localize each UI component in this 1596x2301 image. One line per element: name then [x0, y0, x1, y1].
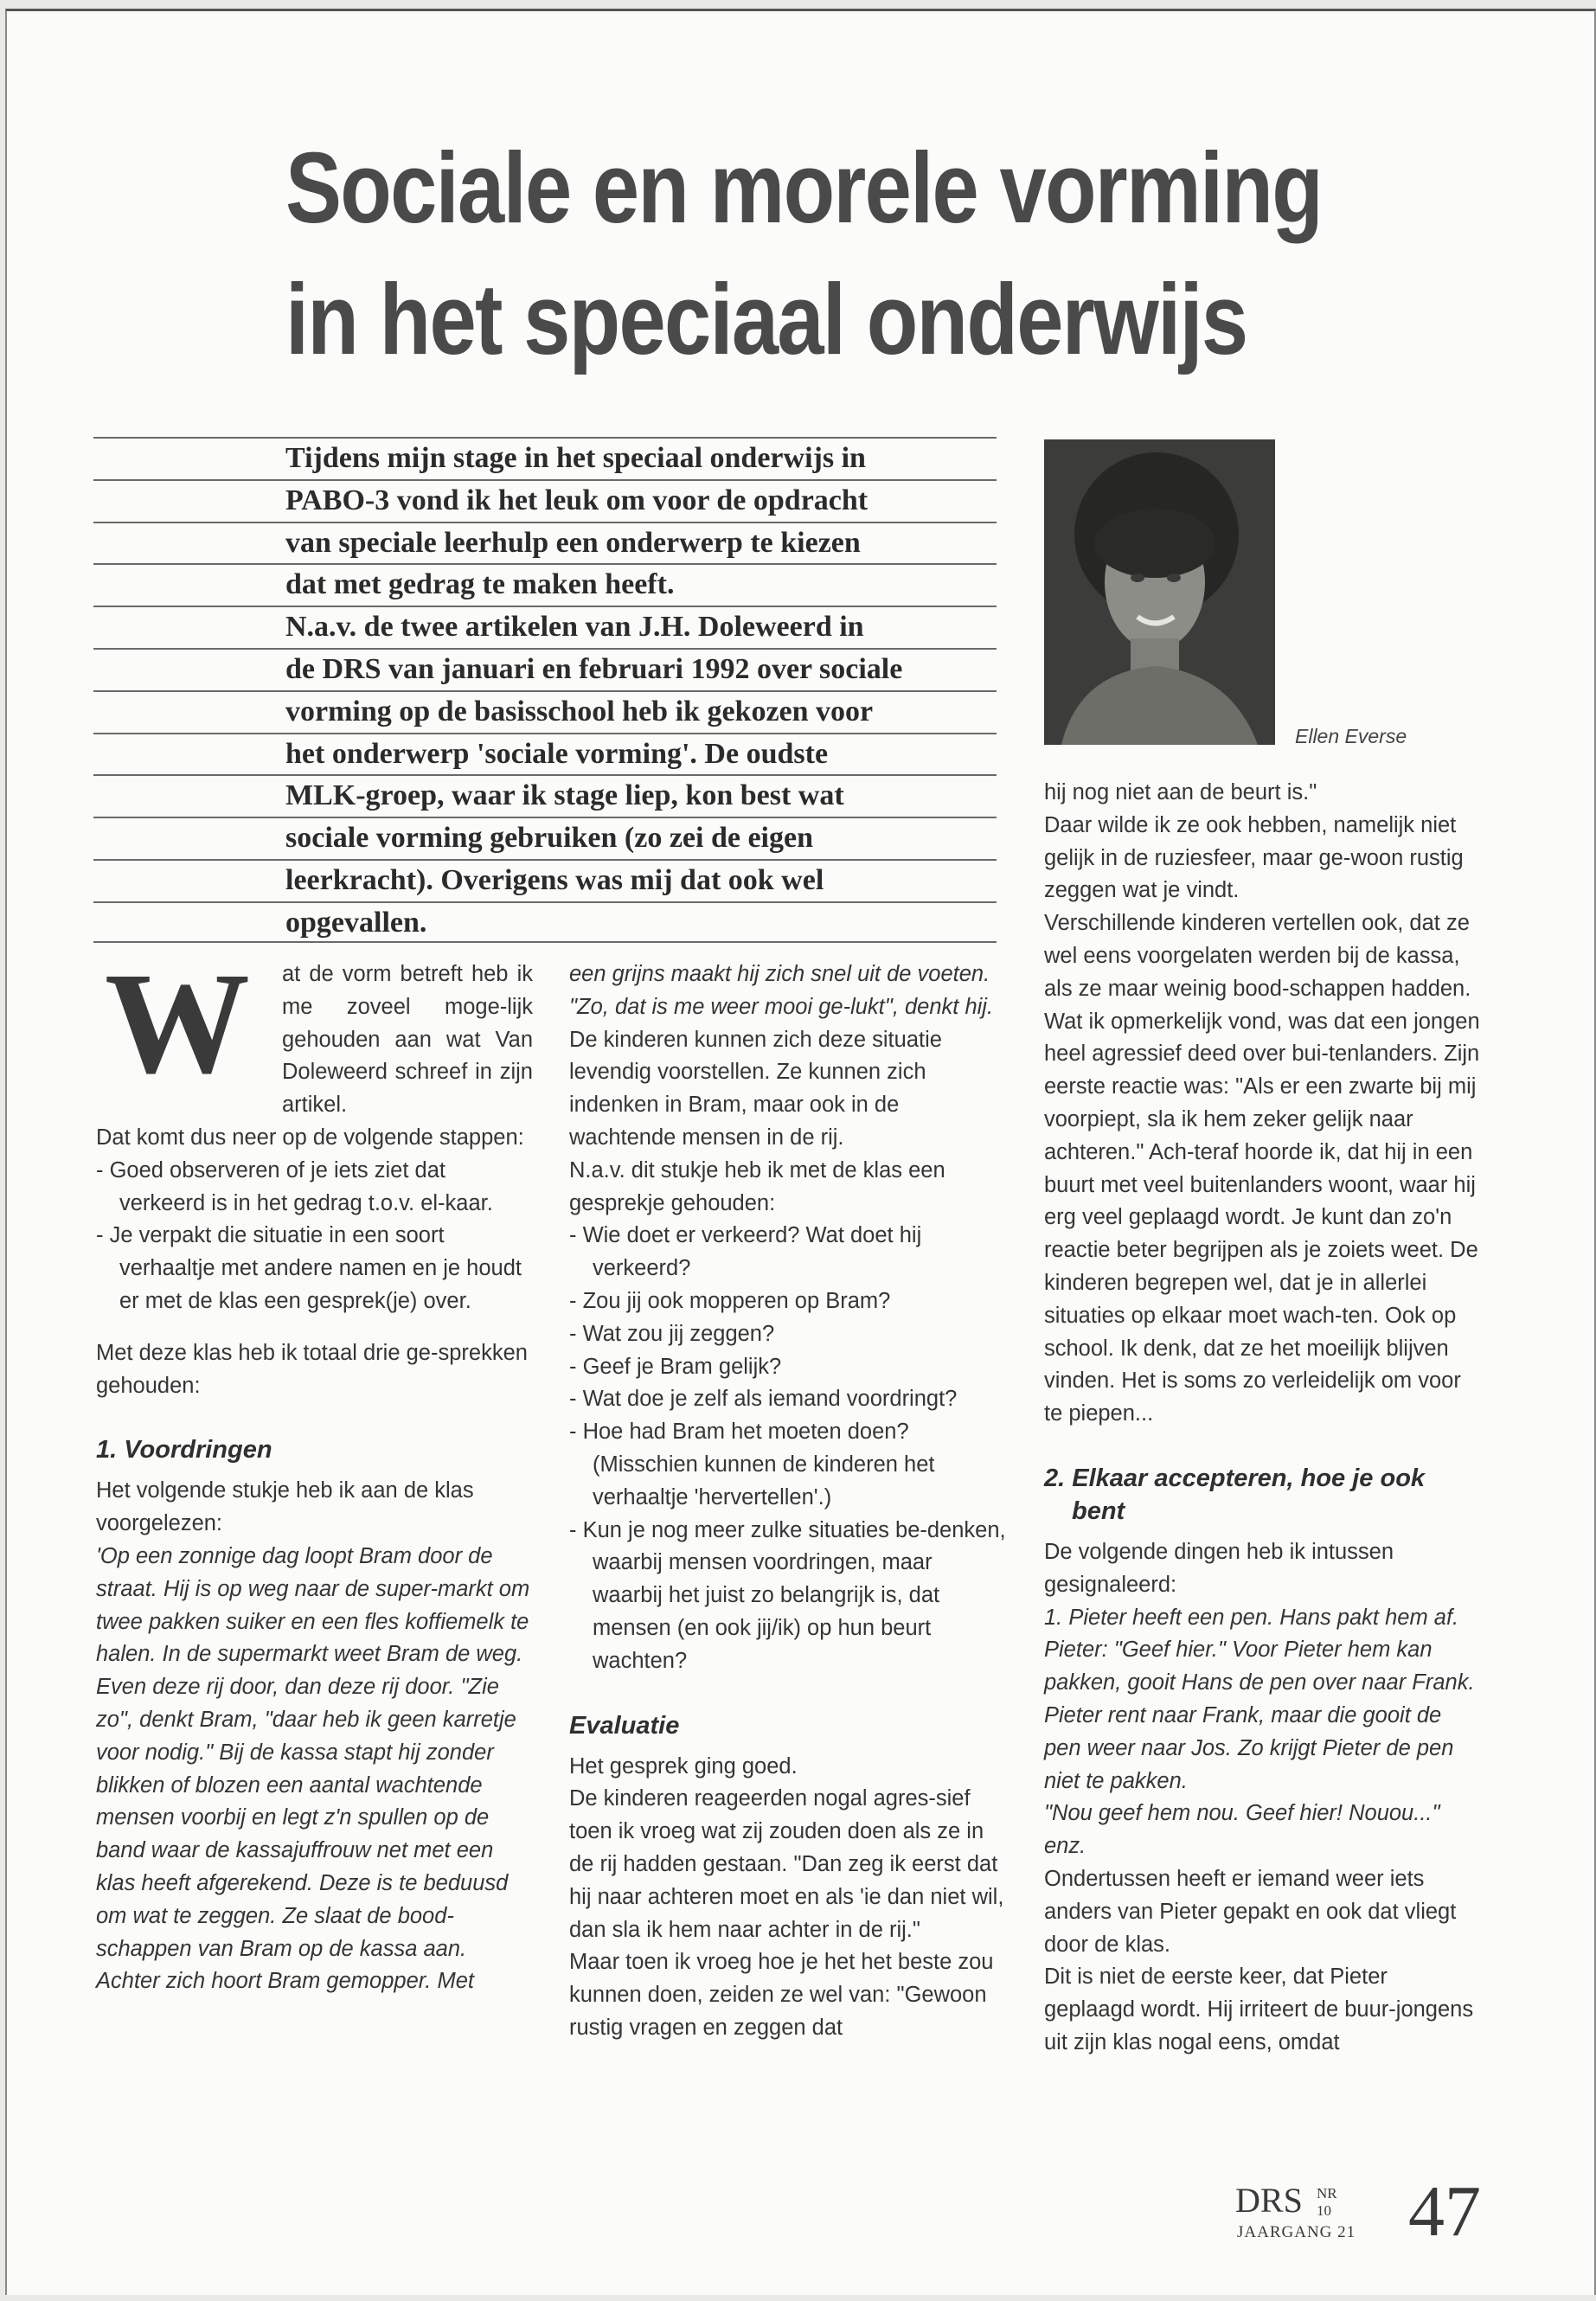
- list-item: - Zou jij ook mopperen op Bram?: [569, 1288, 891, 1313]
- column-3: [1044, 777, 1481, 2060]
- body-text: Wat ik opmerkelijk vond, was dat een jongen heel agressief deed over bui-tenlanders. Zijn eerste reactie was: "Als er een zwarte bij mij voorpiept, sla ik hem zeker gelijk naar achteren." Ach-teraf hoorde ik, dat hij in een buurt met veel buitenlanders woont, waar hij erg veel geplaagd wordt. Je kunt dan zo'n reactie beter begrijpen als je zoiets weet. De kinderen begrepen wel, dat je in allerlei situaties op elkaar moet wach-ten. Ook op school. Ik denk, dat ze het moeilijk blijven vinden. Het is soms zo verleidelijk om voor te piepen...: [1044, 1009, 1480, 1426]
- body-text: hij nog niet aan de beurt is.": [1044, 780, 1317, 804]
- intro-lead: [93, 437, 997, 943]
- body-text: Dat komt dus neer op de volgende stappen:: [96, 1125, 524, 1150]
- intro-line: PABO-3 vond ik het leuk om voor de opdracht: [93, 479, 997, 522]
- body-text: De kinderen reageerden nogal agres-sief toen ik vroeg wat zij zouden doen als ze in de rij hadden gestaan. "Dan zeg ik eerst dat hij naar achteren moet en als 'ie dan niet wil, dan sla ik hem naar achter in de rij.": [569, 1786, 1004, 1942]
- story-text: 1. Pieter heeft een pen. Hans pakt hem af. Pieter: "Geef hier." Voor Pieter hem kan pakken, gooit Hans de pen over naar Frank. Pieter rent naar Frank, maar die gooit de pen weer naar Jos. Zo krijgt Pieter de pen niet te pakken.: [1044, 1605, 1475, 1793]
- list-item: - Geef je Bram gelijk?: [569, 1354, 782, 1379]
- portrait-illustration: [1044, 439, 1275, 745]
- story-text: "Nou geef hem nou. Geef hier! Nouou..." enz.: [1044, 1801, 1440, 1859]
- body-text: N.a.v. dit stukje heb ik met de klas een gesprekje gehouden:: [569, 1157, 945, 1215]
- list-item: - Wie doet er verkeerd? Wat doet hij verkeerd?: [569, 1223, 922, 1281]
- body-text: Dit is niet de eerste keer, dat Pieter geplaagd wordt. Hij irriteert de buur-jongens uit zijn klas nogal eens, omdat: [1044, 1965, 1474, 2054]
- intro-line: N.a.v. de twee artikelen van J.H. Doleweerd in: [93, 606, 997, 648]
- volume-label: JAARGANG 21: [1237, 2223, 1356, 2241]
- issue-number: NR 10: [1317, 2185, 1337, 2219]
- intro-line: het onderwerp 'sociale vorming'. De oudste: [93, 733, 997, 775]
- intro-line: de DRS van januari en februari 1992 over sociale: [93, 648, 997, 690]
- intro-line: leerkracht). Overigens was mij dat ook wel: [93, 859, 997, 901]
- intro-line: dat met gedrag te maken heeft.: [93, 563, 997, 606]
- list-item: - Wat zou jij zeggen?: [569, 1321, 775, 1346]
- body-text: Met deze klas heb ik totaal drie ge-sprekken gehouden:: [96, 1340, 528, 1398]
- intro-line: van speciale leerhulp een onderwerp te kiezen: [93, 522, 997, 564]
- list-item: - Goed observeren of je iets ziet dat verkeerd is in het gedrag t.o.v. el-kaar.: [96, 1157, 493, 1215]
- body-text: Het volgende stukje heb ik aan de klas voorgelezen:: [96, 1478, 474, 1536]
- list-item: - Hoe had Bram het moeten doen? (Misschien kunnen de kinderen het verhaaltje 'hervertellen'.): [569, 1420, 935, 1509]
- list-item: - Kun je nog meer zulke situaties be-denken, waarbij mensen voordringen, maar waarbij het juist zo belangrijk is, dat mensen (en ook jij/ik) op hun beurt wachten?: [569, 1517, 1006, 1673]
- body-text: at de vorm betreft heb ik me zoveel moge-lijk gehouden aan wat Van Doleweerd schreef in zijn artikel.: [282, 962, 533, 1118]
- photo-caption: Ellen Everse: [1295, 725, 1407, 747]
- intro-line: vorming op de basisschool heb ik gekozen voor: [93, 690, 997, 733]
- list-item: - Je verpakt die situatie in een soort verhaaltje met andere namen en je houdt er met de klas een gesprek(je) over.: [96, 1223, 522, 1313]
- title-line-2: in het speciaal onderwijs: [285, 263, 1247, 375]
- section-heading: Evaluatie: [569, 1711, 680, 1740]
- list-item: - Wat doe je zelf als iemand voordringt?: [569, 1387, 958, 1412]
- intro-line: MLK-groep, waar ik stage liep, kon best wat: [93, 774, 997, 817]
- section-heading: 2. Elkaar accepteren, hoe je ook bent: [1044, 1464, 1426, 1525]
- story-text: 'Op een zonnige dag loopt Bram door de straat. Hij is op weg naar de super-markt om twee pakken suiker en een fles koffiemelk te halen. In de supermarkt weet Bram de weg. Even deze rij door, dan deze rij door. "Zie zo", denkt Bram, "daar heb ik geen karretje voor nodig." Bij de kassa stapt hij zonder blikken of blozen een aantal wachtende mensen voorbij en legt z'n spullen op de band waar de kassajuffrouw net met een klas heeft afgerekend. Deze is te beduusd om wat te zeggen. Ze slaat de bood-schappen van Bram op de kassa aan. Achter zich hoort Bram gemopper. Met: [96, 1543, 530, 1994]
- body-text: Maar toen ik vroeg hoe je het het beste zou kunnen doen, zeiden ze wel van: "Gewoon rustig vragen en zeggen dat: [569, 1950, 994, 2040]
- drop-cap: W: [105, 943, 250, 1104]
- body-text: Het gesprek ging goed.: [569, 1753, 798, 1779]
- title-line-1: Sociale en morele vorming: [285, 131, 1323, 244]
- intro-line: sociale vorming gebruiken (zo zei de eigen: [93, 817, 997, 859]
- page-number: 47: [1408, 2171, 1481, 2252]
- body-text: De volgende dingen heb ik intussen gesignaleerd:: [1044, 1539, 1394, 1597]
- body-text: Daar wilde ik ze ook hebben, namelijk niet gelijk in de ruziesfeer, maar ge-woon rustig zeggen wat je vindt.: [1044, 812, 1464, 903]
- magazine-page: [5, 9, 1596, 2295]
- column-2: [569, 958, 1006, 2045]
- author-photo: [1044, 439, 1275, 745]
- dropcap-paragraph: [96, 943, 533, 1122]
- section-heading: 1. Voordringen: [96, 1436, 272, 1465]
- body-text: Ondertussen heeft er iemand weer iets anders van Pieter gepakt en ook dat vliegt door de klas.: [1044, 1866, 1457, 1957]
- intro-line: opgevallen.: [93, 901, 997, 943]
- body-text: De kinderen kunnen zich deze situatie levendig voorstellen. Ze kunnen zich indenken in Bram, maar ook in de wachtende mensen in de rij.: [569, 1027, 942, 1150]
- article-title: [285, 122, 1339, 385]
- magazine-name: DRS: [1235, 2181, 1303, 2220]
- story-text: een grijns maakt hij zich snel uit de voeten. "Zo, dat is me weer mooi ge-lukt", denkt hij.: [569, 962, 994, 1019]
- intro-line: Tijdens mijn stage in het speciaal onderwijs in: [93, 437, 997, 479]
- column-1: [96, 943, 533, 1998]
- body-text: Verschillende kinderen vertellen ook, dat ze wel eens voorgelaten werden bij de kassa, als ze maar weinig bood-schappen hadden.: [1044, 911, 1471, 1001]
